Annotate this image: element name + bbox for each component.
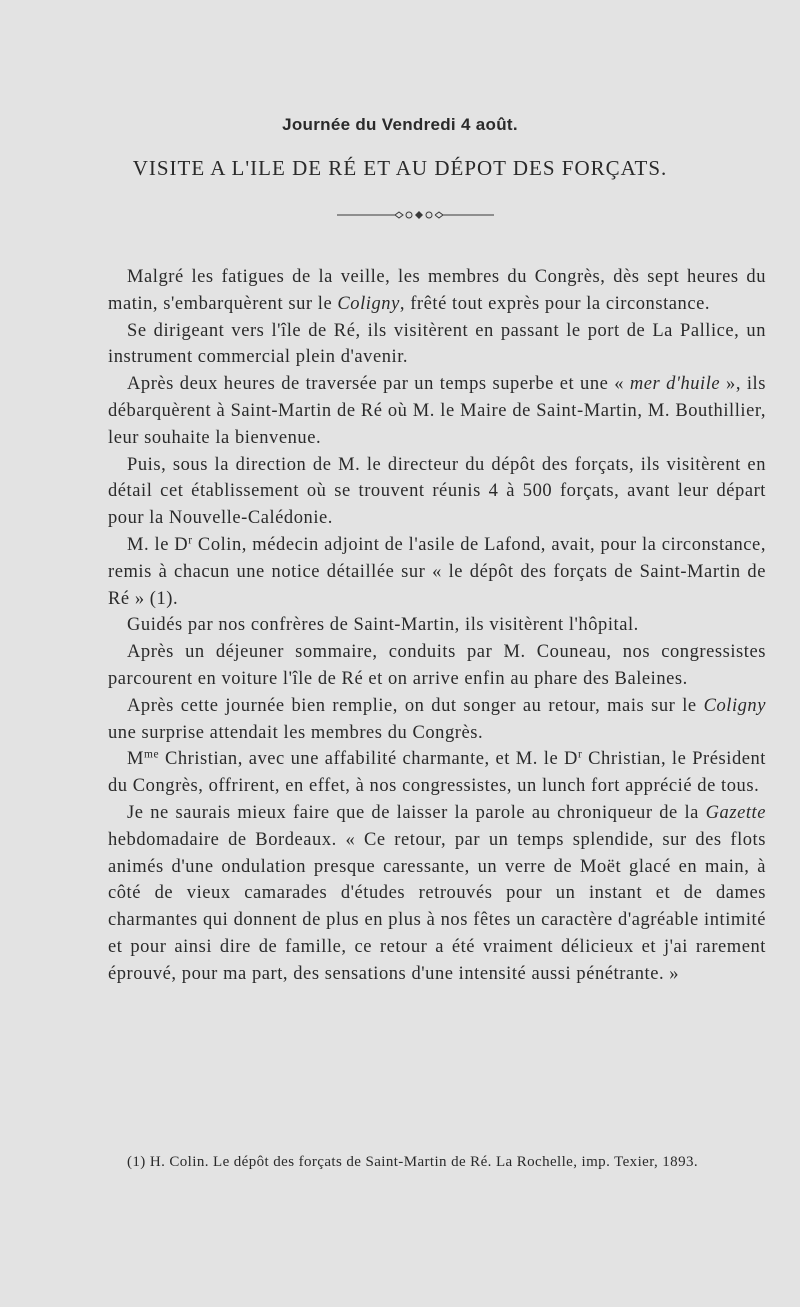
paragraph: Je ne saurais mieux faire que de laisser la parole au chroniqueur de la Gazette hebdomadaire de Bordeaux. « Ce retour, par un temps splendide, sur des flots animés d'une ondulation presque caressante, un verre de Moët glacé en main, à côté de vieux camarades d'études retrouvés pour un instant et de dames charmantes qui donnent de plus en plus à nos fêtes un caractère d'agréable intimité et pour ainsi dire de famille, ce retour a été vraiment délicieux et j'ai rarement éprouvé, pour ma part, des sensations d'une intensité aussi pénétrante. » bbox=[108, 802, 766, 984]
paragraph: Guidés par nos confrères de Saint-Martin, ils visitèrent l'hôpital. bbox=[127, 615, 639, 636]
chapter-title: VISITE A L'ILE DE RÉ ET AU DÉPOT DES FORÇATS. bbox=[132, 156, 668, 180]
paragraph: M. le $D^r$ Colin, médecin adjoint de l'asile de Lafond, avait, pour la circonstance, remis à chacun une notice détaillée sur « le dépôt des forçats de Saint-Martin de Ré » (1). bbox=[108, 534, 766, 609]
ship-name: Coligny bbox=[337, 293, 400, 314]
footnote-text: (1) H. Colin. Le dépôt des forçats de Saint-Martin de Ré. La Rochelle, imp. Texier, 1893. bbox=[127, 1154, 699, 1170]
paragraph: Après un déjeuner sommaire, conduits par M. Couneau, nos congressistes parcourent en voiture l'île de Ré et on arrive enfin au phare des Baleines. bbox=[108, 642, 766, 689]
quoted-phrase: mer d'huile bbox=[629, 374, 721, 395]
body-text bbox=[108, 264, 766, 988]
day-heading: Journée du Vendredi 4 août. bbox=[282, 115, 518, 134]
paragraph: Puis, sous la direction de M. le directeur du dépôt des forçats, ils visitèrent en détail cet établissement où se trouvent réunis 4 à 500 forçats, avant leur départ pour la Nouvelle-Calédonie. bbox=[108, 454, 766, 529]
footnote bbox=[108, 1152, 766, 1172]
paragraph: Après deux heures de traversée par un temps superbe et une « mer d'huile », ils débarquèrent à Saint-Martin de Ré où M. le Maire de Saint-Martin, M. Bouthillier, leur souhaite la bienvenue. bbox=[108, 374, 766, 448]
paragraph: Malgré les fatigues de la veille, les membres du Congrès, dès sept heures du matin, s'embarquèrent sur le Coligny, frêté tout exprès pour la circonstance. bbox=[108, 267, 766, 314]
newspaper-name: Gazette bbox=[705, 802, 766, 823]
ship-name: Coligny bbox=[703, 695, 766, 716]
ornament-divider bbox=[337, 210, 494, 220]
paragraph: Après cette journée bien remplie, on dut songer au retour, mais sur le Coligny une surprise attendait les membres du Congrès. bbox=[108, 695, 766, 743]
paragraph: $M^{me}$ Christian, avec une affabilité charmante, et M. le $D^r$ Christian, le Président du Congrès, offrirent, en effet, à nos congressistes, un lunch fort apprécié de tous. bbox=[108, 749, 767, 797]
paragraph: Se dirigeant vers l'île de Ré, ils visitèrent en passant le port de La Pallice, un instrument commercial plein d'avenir. bbox=[108, 320, 766, 368]
